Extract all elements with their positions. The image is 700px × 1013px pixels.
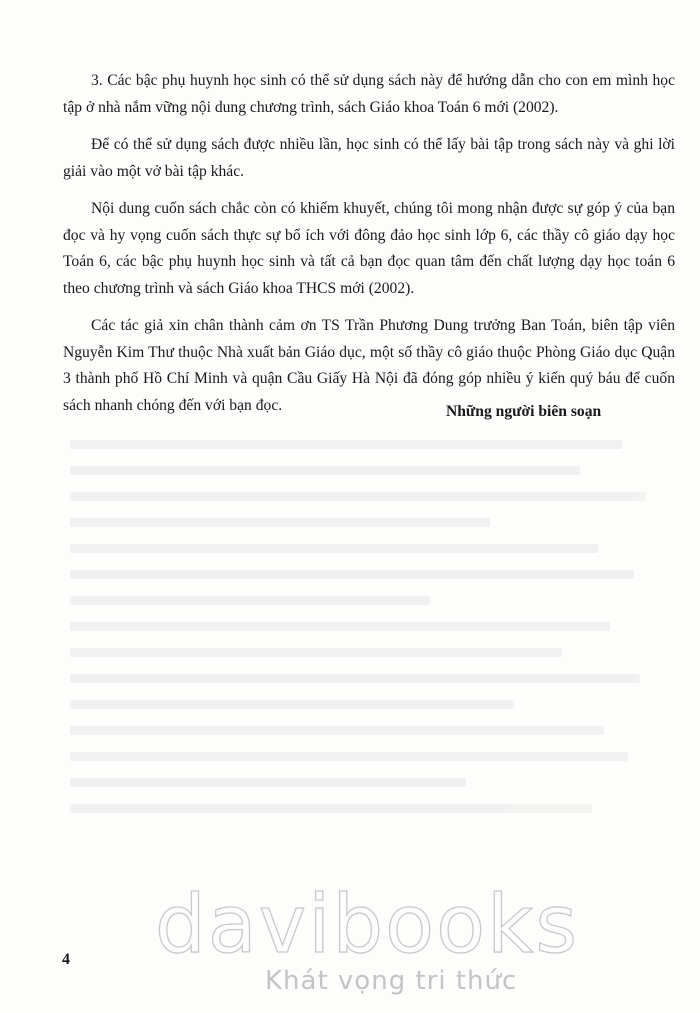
paragraph-parents-guidance: 3. Các bậc phụ huynh học sinh có thể sử dụng sách này để hướng dẫn cho con em mình học tập ở nhà nắm vững nội dung chương trình, sách Giáo khoa Toán 6 mới (2002). — [63, 72, 675, 116]
show-through-text — [70, 440, 670, 860]
page-number: 4 — [62, 951, 70, 968]
watermark — [155, 880, 625, 1010]
paragraph-acknowledgements: Các tác giả xin chân thành cảm ơn TS Trần Phương Dung trưởng Ban Toán, biên tập viên Nguyễn Kim Thư thuộc Nhà xuất bản Giáo dục, một số thầy cô giáo thuộc Phòng Giáo dục Quận 3 thành phố Hồ Chí Minh và quận Cầu Giấy Hà Nội đã đóng góp nhiều ý kiến quý báu để cuốn sách nhanh chóng đến với bạn đọc. — [63, 317, 675, 414]
watermark-brand: davibooks — [155, 878, 580, 971]
paragraph-reuse-advice: Để có thể sử dụng sách được nhiều lần, học sinh có thể lấy bài tập trong sách này và ghi lời giải vào một vở bài tập khác. — [63, 136, 675, 180]
watermark-tagline: Khát vọng tri thức — [265, 966, 518, 996]
authors-signature: Những người biên soạn — [446, 403, 602, 420]
preface-body — [63, 68, 675, 430]
paragraph-feedback-request: Nội dung cuốn sách chắc còn có khiếm khuyết, chúng tôi mong nhận được sự góp ý của bạn đọc và hy vọng cuốn sách thực sự bổ ích với đông đảo học sinh lớp 6, các thầy cô giáo dạy học Toán 6, các bậc phụ huynh học sinh và tất cả bạn đọc quan tâm đến chất lượng dạy học toán 6 theo chương trình và sách Giáo khoa THCS mới (2002). — [63, 200, 675, 297]
